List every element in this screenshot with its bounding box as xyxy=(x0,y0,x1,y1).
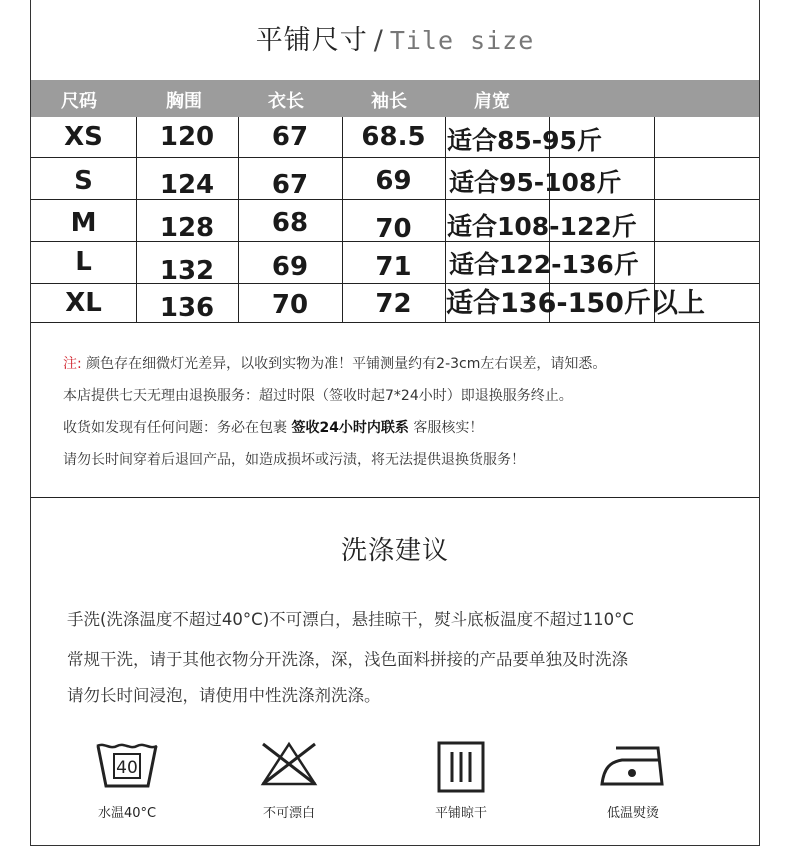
dry-flat-icon xyxy=(411,740,511,794)
row-xs-fit: 适合85-95斤 xyxy=(447,126,602,155)
row-l-sleeve: 71 xyxy=(375,252,412,282)
notice-line-3-a: 收货如发现有任何问题：务必在包裹 xyxy=(63,420,292,436)
row-xl-sleeve: 72 xyxy=(375,289,412,319)
row-l-chest: 132 xyxy=(159,256,215,286)
header-size: 尺码 xyxy=(61,91,97,112)
row-l-length: 69 xyxy=(271,252,309,282)
row-xs-chest: 120 xyxy=(159,122,215,152)
notice-line-1 xyxy=(63,353,606,373)
notice-prefix: 注: xyxy=(63,356,82,372)
notice-line-4: 请勿长时间穿着后退回产品，如造成损坏或污渍，将无法提供退换货服务！ xyxy=(63,452,525,468)
title-english: Tile size xyxy=(389,26,535,55)
row-s-sleeve: 69 xyxy=(375,166,412,196)
header-shoulder: 肩宽 xyxy=(474,91,510,112)
wash-line-3: 请勿长时间浸泡，请使用中性洗涤剂洗涤。 xyxy=(67,686,381,705)
page-title xyxy=(31,18,759,66)
row-xl-length: 70 xyxy=(271,290,309,320)
row-m-length: 68 xyxy=(271,208,309,238)
size-table xyxy=(31,117,759,322)
row-xl-fit: 适合136-150斤以上 xyxy=(446,288,705,319)
row-xs-size: XS xyxy=(64,122,103,152)
row-s-size: S xyxy=(74,166,93,196)
row-m-size: M xyxy=(70,208,97,238)
row-xs-length: 67 xyxy=(271,122,309,152)
row-xl-chest: 136 xyxy=(159,293,215,323)
iron-low-label: 低温熨烫 xyxy=(606,806,659,821)
row-s-chest: 124 xyxy=(159,170,215,200)
dry-flat-label: 平铺晾干 xyxy=(434,806,487,821)
no-bleach-icon xyxy=(239,740,339,788)
notice-line-3-bold: 签收24小时内联系 xyxy=(291,420,409,436)
notice-line-3-c: 客服核实！ xyxy=(408,420,484,436)
notice-line-1-text: 颜色存在细微灯光差异，以收到实物为准！平铺测量约有2-3cm左右误差，请知悉。 xyxy=(81,356,607,372)
notice-section xyxy=(31,322,759,498)
notice-line-2: 本店提供七天无理由退换服务：超过时限（签收时起7*24小时）即退换服务终止。 xyxy=(63,388,573,404)
row-l-size: L xyxy=(75,247,92,277)
row-s-fit: 适合95-108斤 xyxy=(449,168,622,197)
wash-line-1: 手洗(洗涤温度不超过40°C)不可漂白，悬挂晾干，熨斗底板温度不超过110°C xyxy=(67,610,634,629)
wash-40-label: 水温40°C xyxy=(97,806,157,821)
wash-line-2: 常规干洗，请于其他衣物分开洗涤，深，浅色面料拼接的产品要单独及时洗涤 xyxy=(67,650,628,669)
row-m-fit: 适合108-122斤 xyxy=(447,212,637,241)
iron-low-icon xyxy=(583,740,683,788)
row-xs-sleeve: 68.5 xyxy=(361,122,426,152)
size-chart-card xyxy=(30,0,760,846)
wash-40-icon xyxy=(77,740,177,792)
table-header xyxy=(31,80,759,117)
row-m-chest: 128 xyxy=(159,213,215,243)
title-chinese: 平铺尺寸 xyxy=(255,25,368,56)
header-sleeve: 袖长 xyxy=(371,91,407,112)
header-length: 衣长 xyxy=(268,91,304,112)
wash-title: 洗涤建议 xyxy=(340,536,449,566)
wash-temp-badge: 40 xyxy=(116,758,138,778)
title-separator: / xyxy=(373,25,384,56)
notice-line-3 xyxy=(63,417,483,437)
row-xl-size: XL xyxy=(65,288,102,318)
no-bleach-label: 不可漂白 xyxy=(262,806,315,821)
row-s-length: 67 xyxy=(271,170,309,200)
row-m-sleeve: 70 xyxy=(375,214,412,244)
header-chest: 胸围 xyxy=(166,91,202,112)
row-l-fit: 适合122-136斤 xyxy=(449,250,639,279)
